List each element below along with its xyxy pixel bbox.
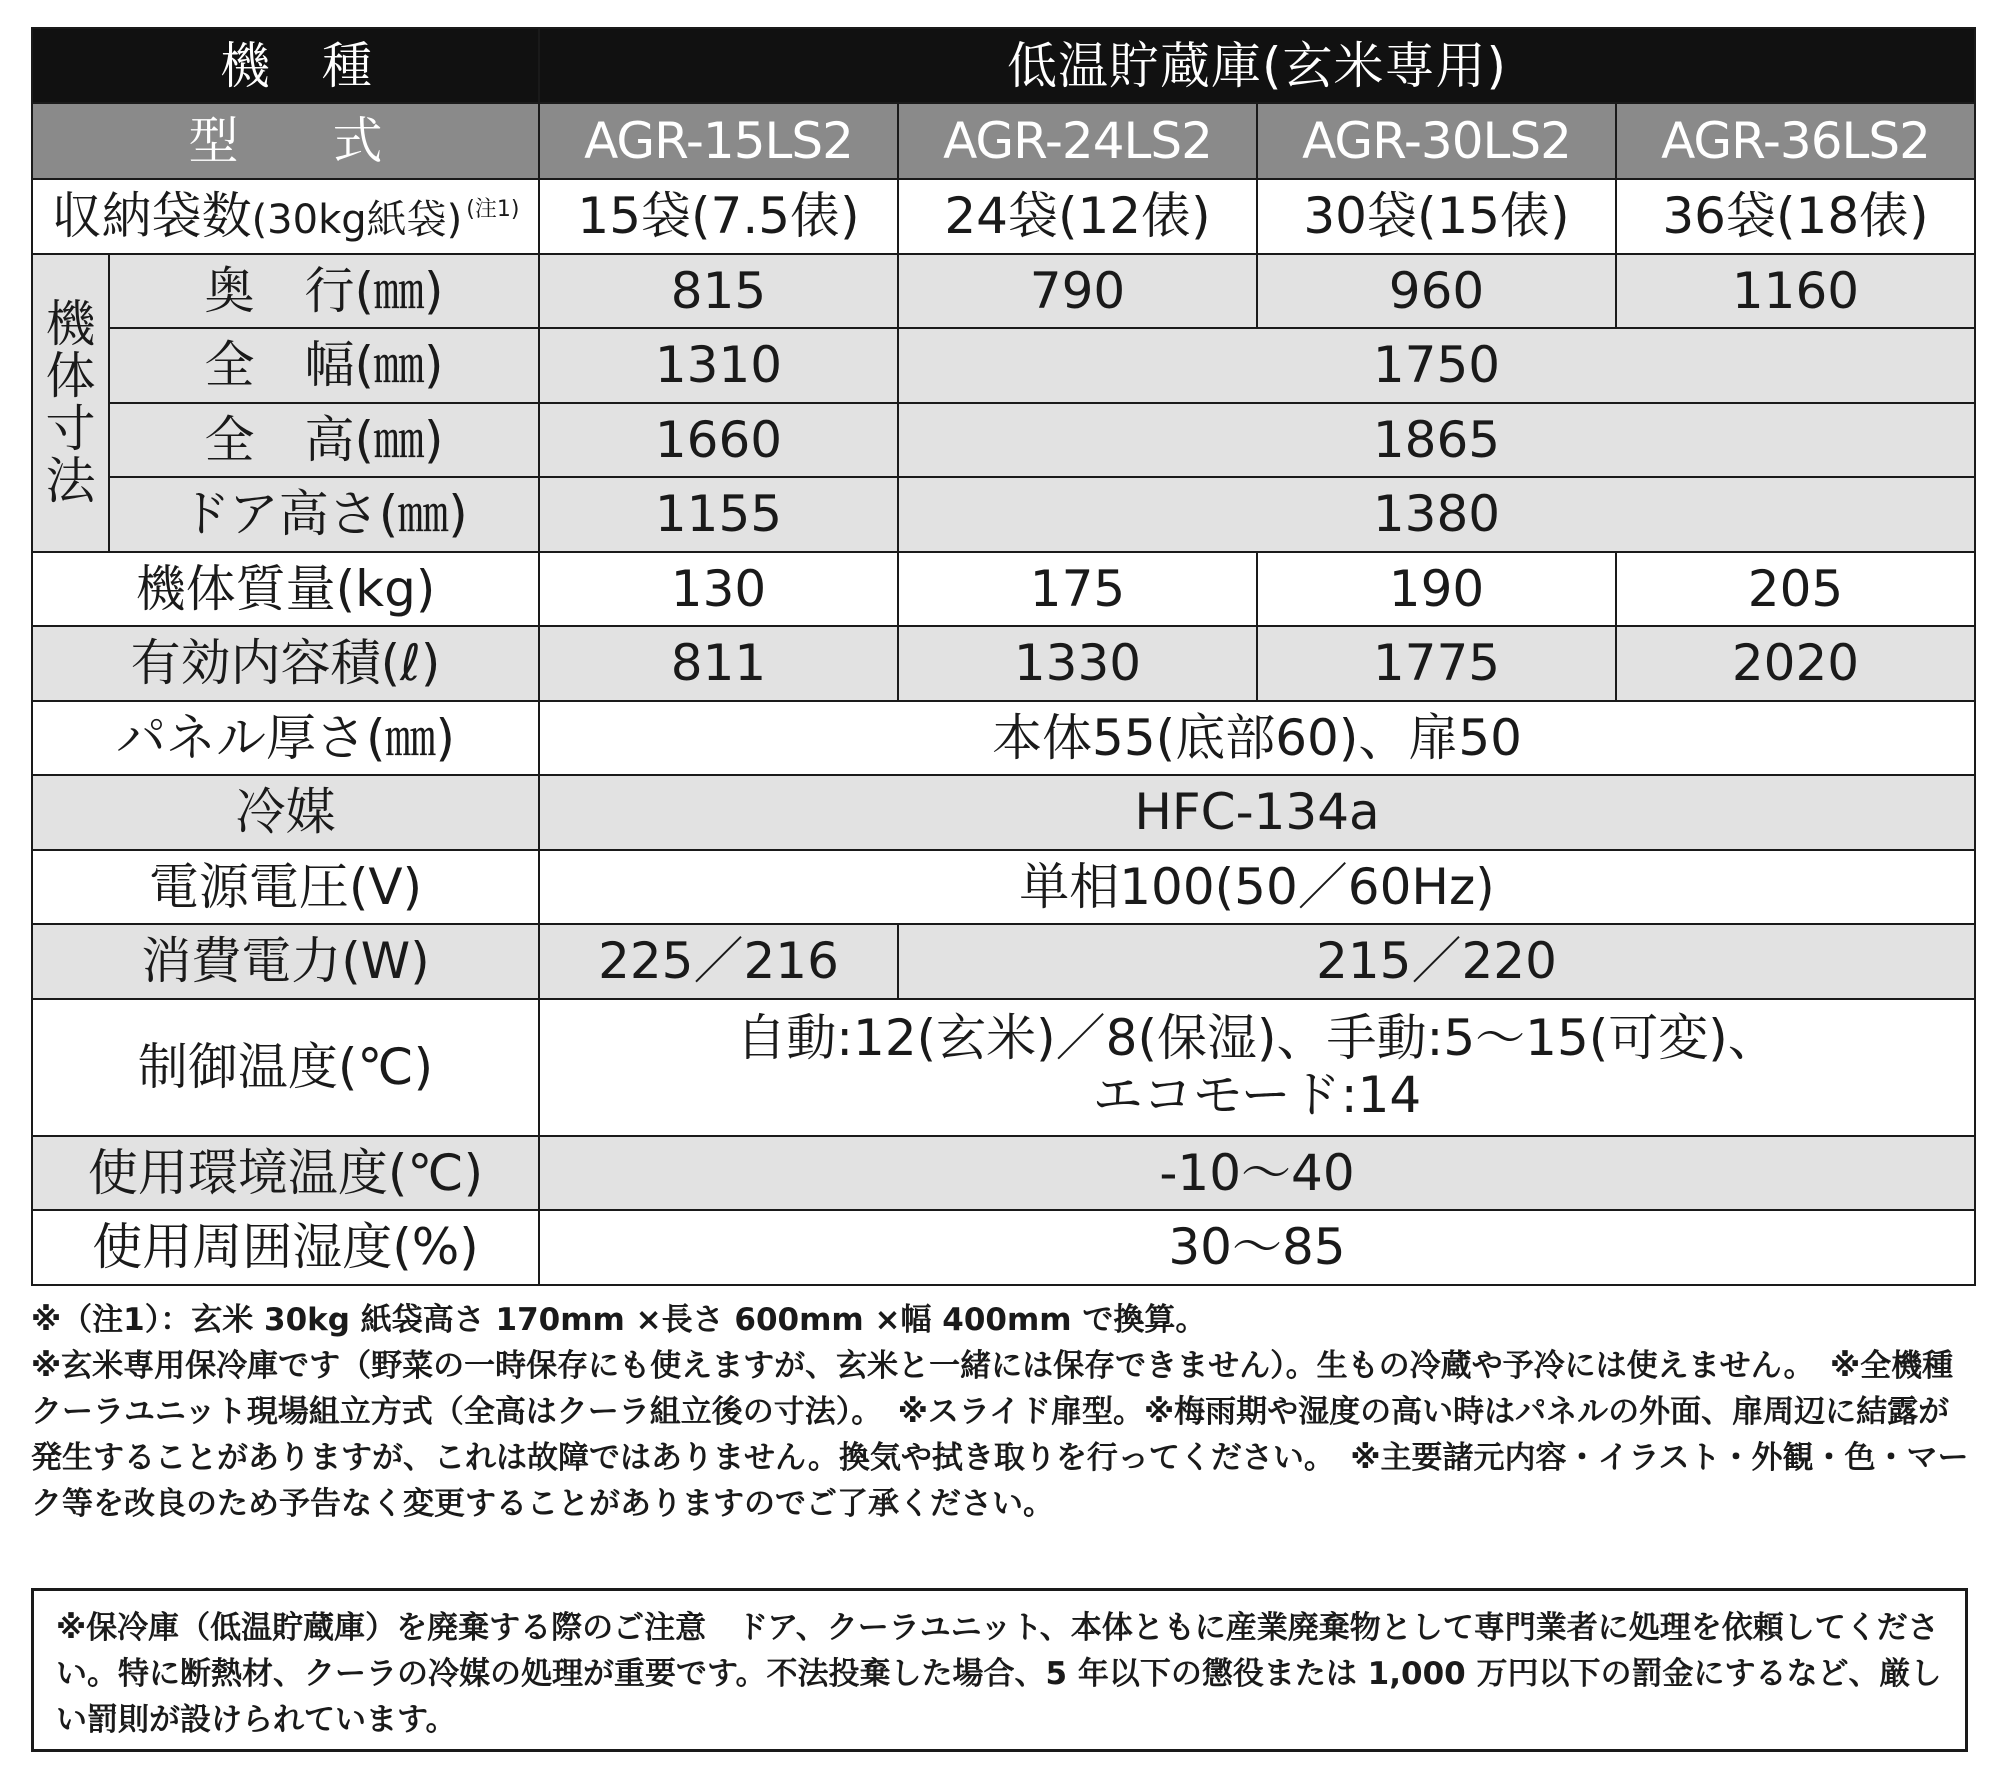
disposal-notice-text: ※保冷庫（低温貯蔵庫）を廃棄する際のご注意 ドア、クーラユニット、本体ともに産業廃棄物として専門業者に処理を依頼してください。特に断熱材、クーラの冷媒の処理が重要です。不法投棄した場合、5 年以下の懲役または 1,000 万円以下の罰金にするなど、厳しい罰則が設けられています。 [56,1610,1942,1738]
bags-value: 24袋(12俵) [898,179,1257,254]
control-temp-label: 制御温度(℃) [32,999,539,1136]
voltage-value: 単相100(50／60Hz) [539,850,1975,925]
kishu-value: 低温貯蔵庫(玄米専用) [539,28,1975,103]
depth-value: 790 [898,254,1257,329]
mass-label: 機体質量(kg) [32,552,539,627]
bags-label-paren: (30kg紙袋) [251,197,463,244]
power-value: 215／220 [898,924,1975,999]
width-label: 全 幅(㎜) [109,328,539,403]
power-value: 225／216 [539,924,898,999]
footnote: ※（注1）：玄米 30kg 紙袋高さ 170mm ×長さ 600mm ×幅 400mm で換算。 [31,1302,1207,1338]
row-power [32,924,1975,999]
bags-value: 36袋(18俵) [1616,179,1975,254]
model-name: AGR-24LS2 [898,103,1257,179]
control-temp-line2: エコモード:14 [1092,1066,1422,1124]
row-mass [32,552,1975,627]
height-value: 1865 [898,403,1975,478]
env-humidity-label: 使用周囲湿度(%) [32,1210,539,1285]
door-height-value: 1155 [539,477,898,552]
volume-value: 1330 [898,626,1257,701]
volume-value: 811 [539,626,898,701]
bags-value: 30袋(15俵) [1257,179,1616,254]
dims-char: 寸 [45,399,96,458]
power-label: 消費電力(W) [32,924,539,999]
row-control-temp [32,999,1975,1136]
note-mark: (注1) [466,196,520,222]
refrigerant-label: 冷媒 [32,775,539,850]
row-volume [32,626,1975,701]
model-name: AGR-36LS2 [1616,103,1975,179]
env-humidity-value: 30〜85 [539,1210,1975,1285]
mass-value: 205 [1616,552,1975,627]
mass-value: 175 [898,552,1257,627]
model-name: AGR-15LS2 [539,103,898,179]
env-temp-value: -10〜40 [539,1136,1975,1211]
row-depth [32,254,1975,329]
footnote: ※玄米専用保冷庫です（野菜の一時保存にも使えますが、玄米と一緒には保存できません）。生もの冷蔵や予冷には使えません。 ※全機種クーラユニット現場組立方式（全高はクーラ組立後の寸法）。 ※スライド扉型。※梅雨期や湿度の高い時はパネルの外面、扉周辺に結露が発生することがありますが、これは故障ではありません。換気や拭き取りを行ってください。 ※主要諸元内容・イラスト・外観・色・マーク等を改良のため予告なく変更することがありますのでご了承ください。 [31,1348,1969,1522]
voltage-label: 電源電圧(V) [32,850,539,925]
depth-value: 960 [1257,254,1616,329]
row-height [32,403,1975,478]
footnotes [31,1297,1974,1527]
depth-value: 1160 [1616,254,1975,329]
model-name: AGR-30LS2 [1257,103,1616,179]
dims-char: 機 [45,294,96,353]
bags-label-main: 収納袋数 [51,187,252,246]
row-env-temp [32,1136,1975,1211]
bags-value: 15袋(7.5俵) [539,179,898,254]
dims-char: 体 [45,347,96,405]
row-width [32,328,1975,403]
door-height-value: 1380 [898,477,1975,552]
height-value: 1660 [539,403,898,478]
kishu-label: 機 種 [32,28,539,103]
mass-value: 130 [539,552,898,627]
panel-label: パネル厚さ(㎜) [32,701,539,776]
row-bags [32,179,1975,254]
header-row-katashiki [32,103,1975,179]
bags-label [32,179,539,254]
row-door-height [32,477,1975,552]
mass-value: 190 [1257,552,1616,627]
volume-label: 有効内容積(ℓ) [32,626,539,701]
dims-group-label [32,254,109,552]
spec-table [31,27,1976,1286]
row-env-humidity [32,1210,1975,1285]
width-value: 1750 [898,328,1975,403]
katashiki-label: 型 式 [32,103,539,179]
disposal-notice-box [31,1588,1968,1752]
env-temp-label: 使用環境温度(℃) [32,1136,539,1211]
refrigerant-value: HFC-134a [539,775,1975,850]
row-panel [32,701,1975,776]
height-label: 全 高(㎜) [109,403,539,478]
depth-label: 奥 行(㎜) [109,254,539,329]
row-voltage [32,850,1975,925]
control-temp-value [539,999,1975,1136]
header-row-kishu [32,28,1975,103]
volume-value: 2020 [1616,626,1975,701]
width-value: 1310 [539,328,898,403]
depth-value: 815 [539,254,898,329]
dims-char: 法 [45,452,96,510]
control-temp-line1: 自動:12(玄米)／8(保湿)、手動:5〜15(可変)、 [736,1008,1778,1067]
door-height-label: ドア高さ(㎜) [109,477,539,552]
volume-value: 1775 [1257,626,1616,701]
panel-value: 本体55(底部60)、扉50 [539,701,1975,776]
row-refrigerant [32,775,1975,850]
